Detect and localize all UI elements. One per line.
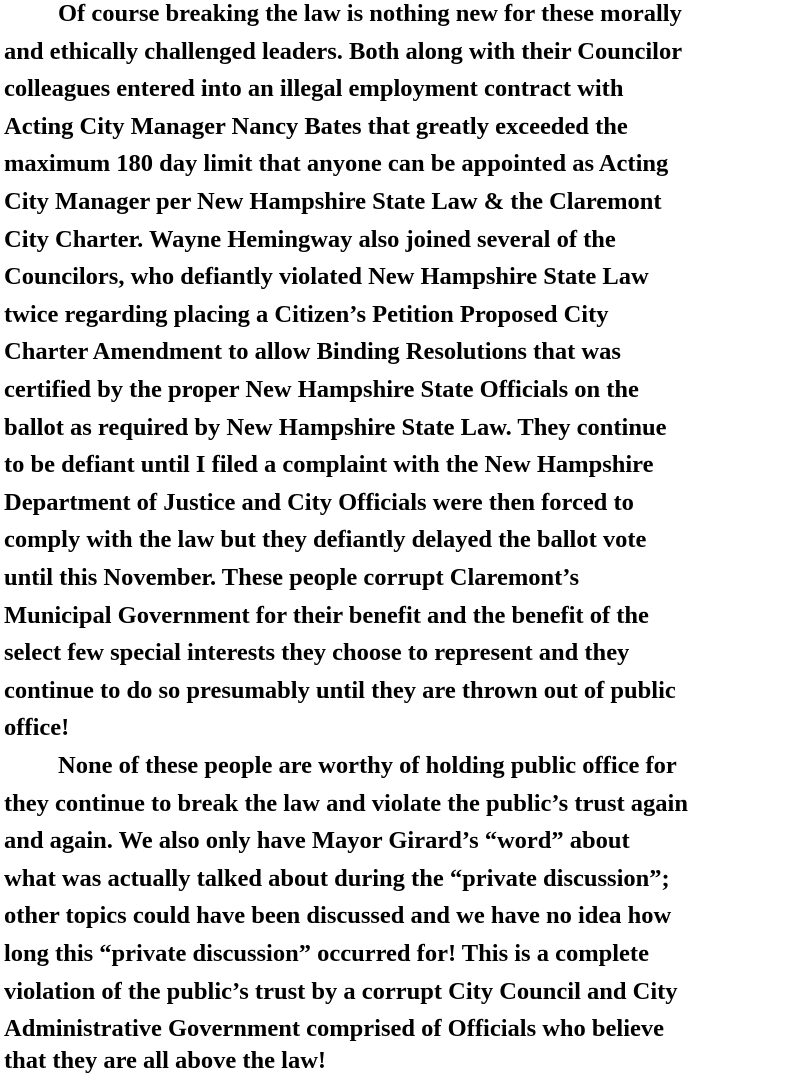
- text-line: they continue to break the law and violate the public’s trust again: [4, 789, 688, 817]
- text-line: and ethically challenged leaders. Both along with their Councilor: [4, 37, 683, 65]
- text-line: maximum 180 day limit that anyone can be appointed as Acting: [4, 150, 669, 178]
- text-line: certified by the proper New Hampshire State Officials on the: [4, 376, 639, 403]
- text-line: City Charter. Wayne Hemingway also joined several of the: [4, 225, 616, 253]
- text-line: long this “private discussion” occurred for! This is a complete: [4, 940, 649, 967]
- text-line: continue to do so presumably until they are thrown out of public: [4, 676, 676, 704]
- text-line: City Manager per New Hampshire State Law & the Claremont: [4, 188, 662, 215]
- text-line: Charter Amendment to allow Binding Resolutions that was: [4, 338, 621, 366]
- text-line: violation of the public’s trust by a corrupt City Council and City: [4, 977, 678, 1005]
- text-line: ballot as required by New Hampshire State Law. They continue: [4, 413, 667, 441]
- text-line: what was actually talked about during the “private discussion”;: [4, 864, 670, 892]
- text-line: and again. We also only have Mayor Girard’s “word” about: [4, 827, 630, 855]
- text-line: Of course breaking the law is nothing new for these morally: [58, 0, 682, 27]
- text-line: select few special interests they choose to represent and they: [4, 639, 630, 667]
- text-line: twice regarding placing a Citizen’s Petition Proposed City: [4, 300, 609, 328]
- text-line: Department of Justice and City Officials were then forced to: [4, 488, 634, 516]
- text-line: Councilors, who defiantly violated New Hampshire State Law: [4, 263, 649, 291]
- text-line: that they are all above the law!: [4, 1047, 327, 1075]
- text-line: other topics could have been discussed and we have no idea how: [4, 902, 672, 930]
- text-line: Municipal Government for their benefit and the benefit of the: [4, 601, 649, 629]
- text-line: Acting City Manager Nancy Bates that greatly exceeded the: [4, 112, 628, 140]
- text-line: office!: [4, 714, 70, 742]
- text-line: Administrative Government comprised of Officials who believe: [4, 1015, 665, 1043]
- text-line: None of these people are worthy of holding public office for: [58, 752, 677, 779]
- text-line: colleagues entered into an illegal employment contract with: [4, 75, 624, 103]
- text-line: to be defiant until I filed a complaint with the New Hampshire: [4, 451, 654, 479]
- text-line: comply with the law but they defiantly delayed the ballot vote: [4, 526, 647, 554]
- text-line: until this November. These people corrupt Claremont’s: [4, 564, 580, 591]
